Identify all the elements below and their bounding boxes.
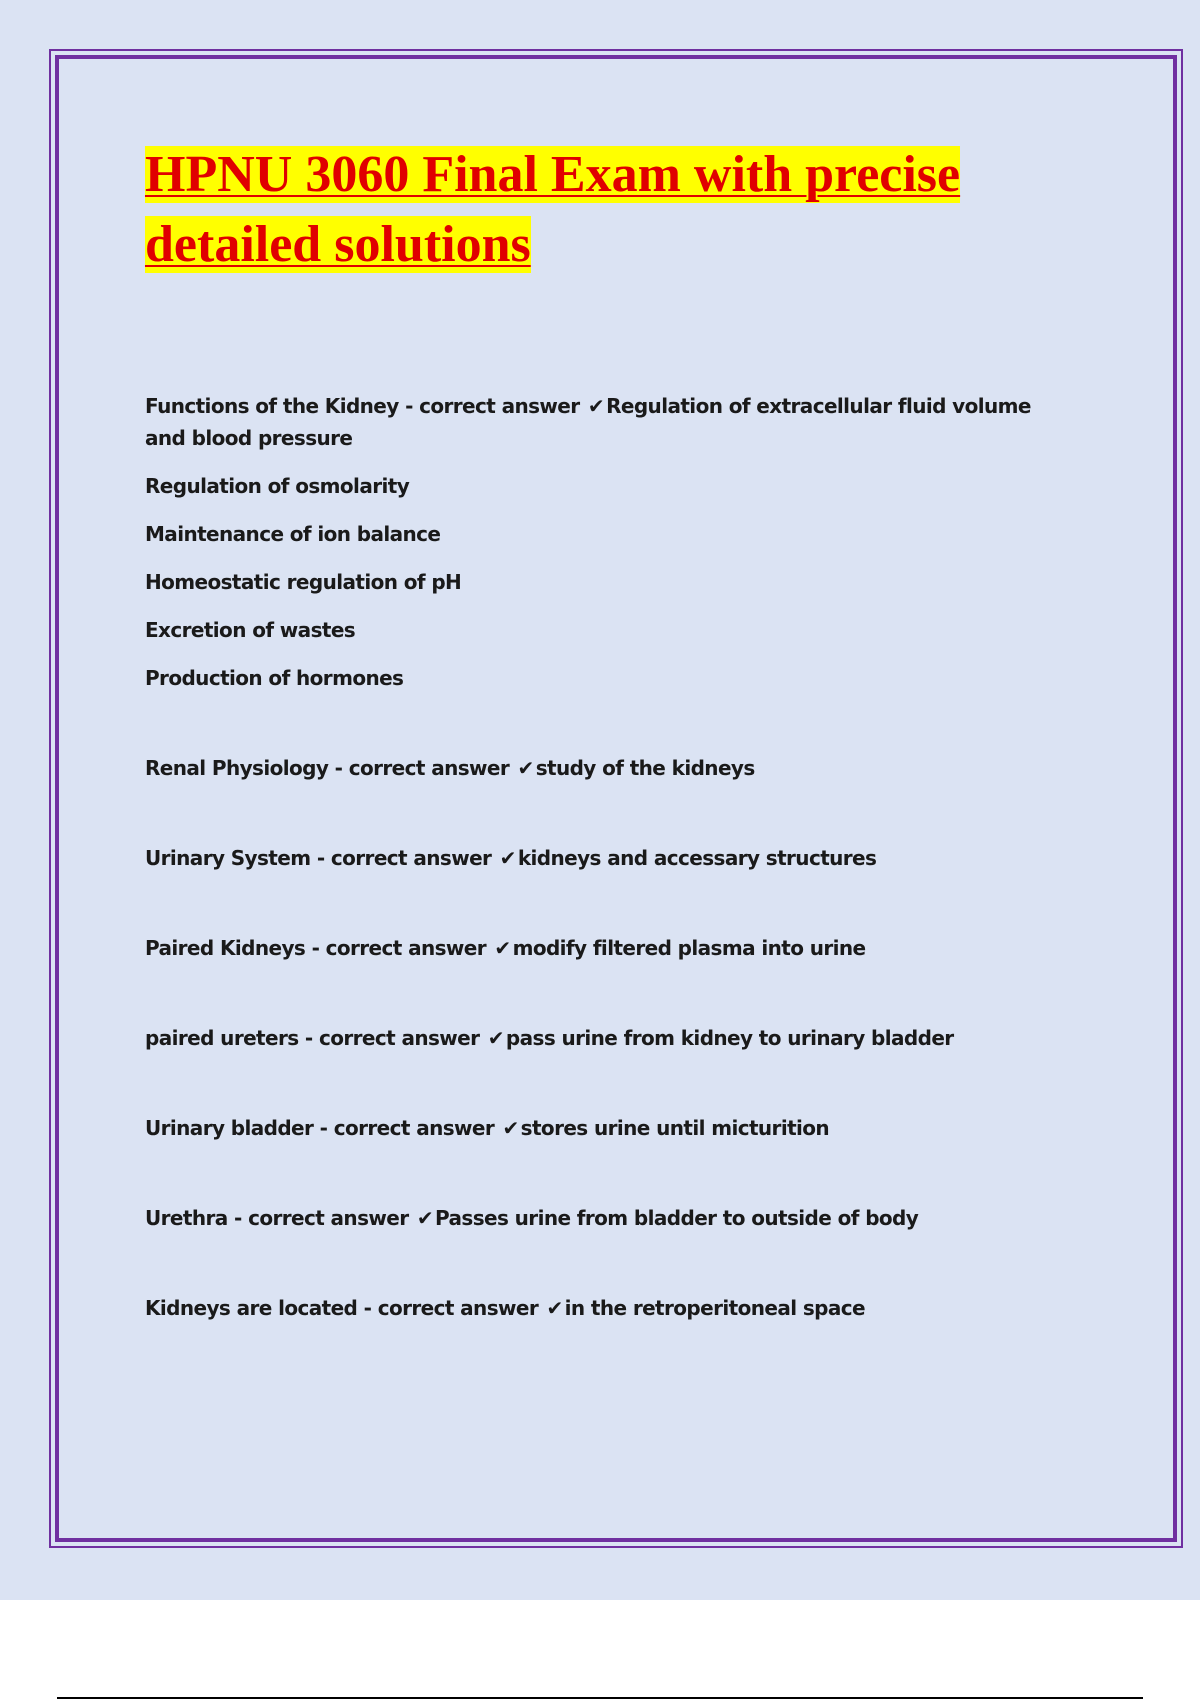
check-mark-icon: ✔	[546, 1296, 563, 1320]
entry-separator: - correct answer	[227, 1206, 415, 1230]
document-content	[145, 140, 1065, 1324]
entry-answer: modify filtered plasma into urine	[512, 936, 866, 960]
entry-answer: kidneys and accessary structures	[517, 846, 877, 870]
qa-entry-kidney-functions	[145, 390, 1065, 454]
function-list-item: Production of hormones	[145, 666, 404, 690]
entry-answer: Regulation of extracellular fluid volume and blood pressure	[145, 394, 1031, 450]
check-mark-icon: ✔	[587, 394, 605, 418]
entry-separator: - correct answer	[357, 1296, 545, 1320]
qa-entry	[145, 752, 1065, 784]
entry-term: Functions of the Kidney	[145, 394, 399, 418]
entry-answer: in the retroperitoneal space	[564, 1296, 865, 1320]
function-list-item: Homeostatic regulation of pH	[145, 570, 462, 594]
entry-term: paired ureters	[145, 1026, 299, 1050]
qa-entry	[145, 1112, 1065, 1144]
entry-term: Urinary bladder	[145, 1116, 314, 1140]
entry-answer: study of the kidneys	[535, 756, 755, 780]
check-mark-icon: ✔	[494, 936, 511, 960]
check-mark-icon: ✔	[502, 1116, 519, 1140]
qa-entry	[145, 932, 1065, 964]
footer-divider	[57, 1697, 1143, 1699]
entry-separator: - correct answer	[298, 1026, 486, 1050]
entry-separator: - correct answer	[305, 936, 493, 960]
entry-term: Kidneys are located	[145, 1296, 358, 1320]
function-list-item: Regulation of osmolarity	[145, 474, 410, 498]
entry-answer: stores urine until micturition	[520, 1116, 830, 1140]
entry-answer: pass urine from kidney to urinary bladder	[505, 1026, 954, 1050]
entry-separator: - correct answer	[328, 756, 516, 780]
document-title	[145, 140, 1065, 280]
function-list-item: Excretion of wastes	[145, 618, 356, 642]
entry-term: Urethra	[145, 1206, 228, 1230]
entry-term: Renal Physiology	[145, 756, 329, 780]
qa-entry	[145, 842, 1065, 874]
qa-list	[145, 390, 1065, 1324]
check-mark-icon: ✔	[416, 1206, 434, 1230]
check-mark-icon: ✔	[517, 756, 534, 780]
document-title-text: HPNU 3060 Final Exam with precise detailed solutions	[145, 146, 961, 273]
qa-entry	[145, 1022, 1065, 1054]
entry-separator: - correct answer	[310, 846, 498, 870]
entry-term: Urinary System	[145, 846, 311, 870]
qa-entry	[145, 1202, 1065, 1234]
entry-separator: - correct answer	[313, 1116, 501, 1140]
entry-separator: - correct answer	[398, 394, 586, 418]
function-list-item: Maintenance of ion balance	[145, 522, 441, 546]
entry-term: Paired Kidneys	[145, 936, 306, 960]
qa-entry	[145, 1292, 1065, 1324]
entry-answer: Passes urine from bladder to outside of body	[435, 1206, 919, 1230]
check-mark-icon: ✔	[487, 1026, 504, 1050]
check-mark-icon: ✔	[499, 846, 516, 870]
